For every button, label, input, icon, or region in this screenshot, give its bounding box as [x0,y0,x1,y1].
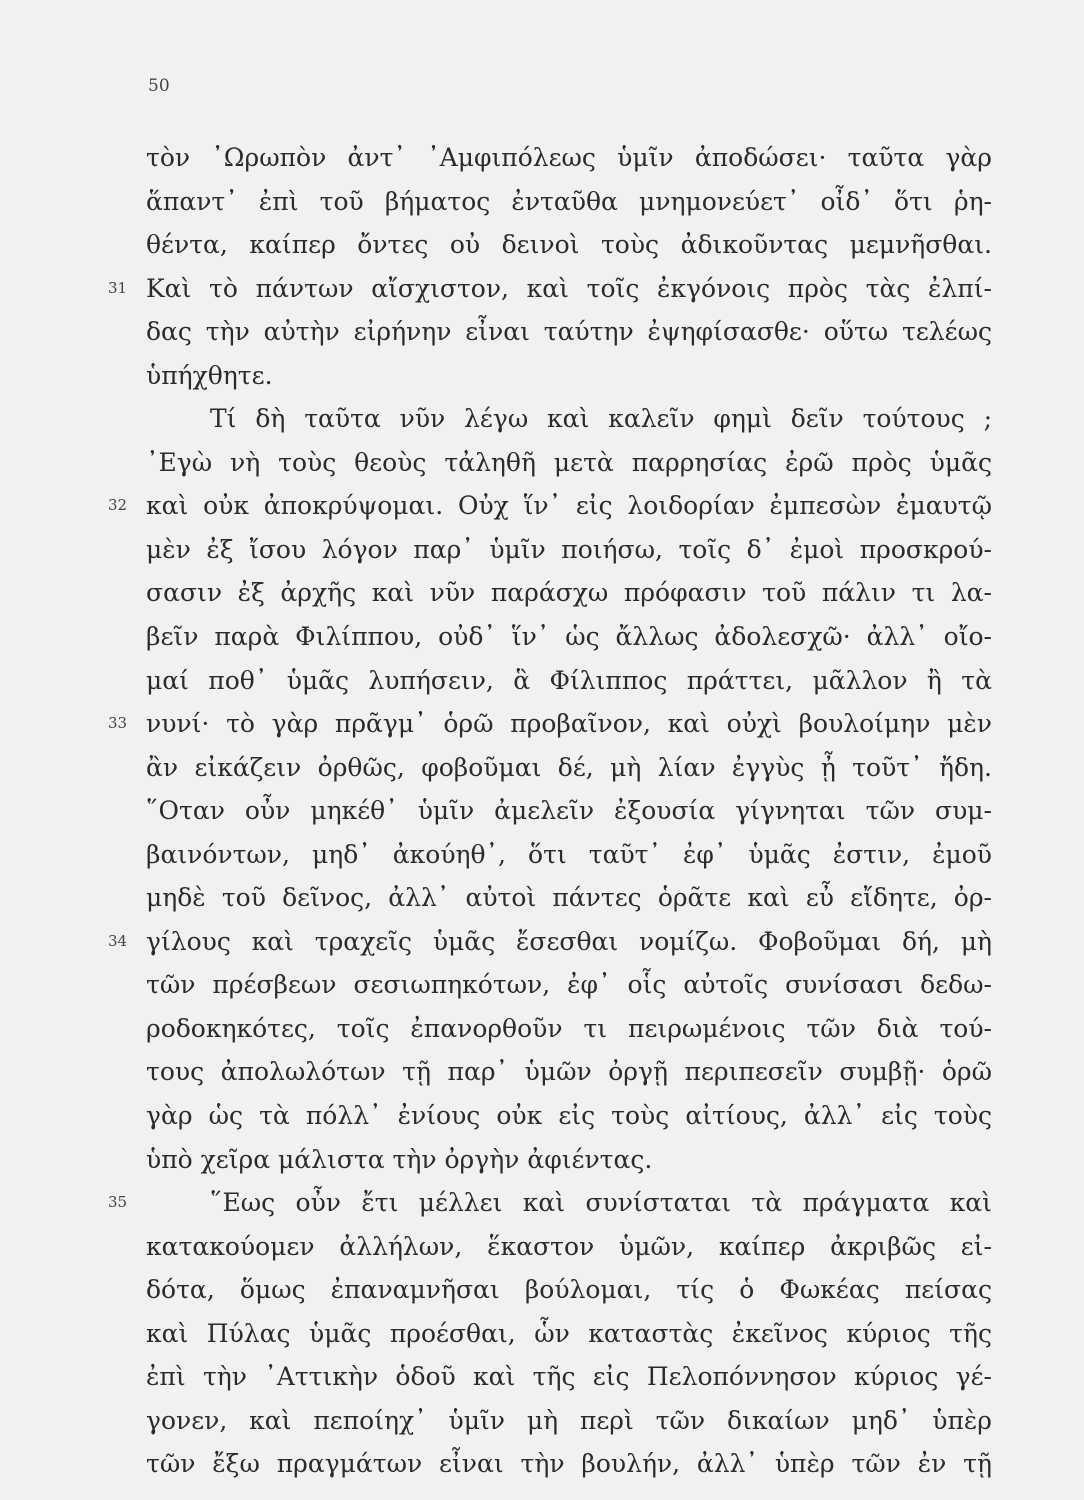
text-line [146,180,992,224]
text-line [146,833,992,877]
section-number: 34 [108,931,128,950]
line-text: τὸν ᾿Ωρωπὸν ἀντ᾿ ᾿Αμφιπόλεως ὑμῖν ἀποδώσει· ταῦτα γὰρ [146,143,992,172]
line-text: βαινόντων, μηδ᾿ ἀκούηθ᾿, ὅτι ταῦτ᾿ ἐφ᾿ ὑμᾶς ἐστιν, ἐμοῦ [146,839,992,869]
line-text: γίλους καὶ τραχεῖς ὑμᾶς ἔσεσθαι νομίζω. Φοβοῦμαι δή, μὴ [146,926,992,956]
text-line [146,1094,992,1138]
line-text: ἂν εἰκάζειν ὀρθῶς, φοβοῦμαι δέ, μὴ λίαν ἐγγὺς ᾖ τοῦτ᾿ ἤδη. [146,752,992,782]
text-line [146,1050,992,1094]
line-text: ἅπαντ᾿ ἐπὶ τοῦ βήματος ἐνταῦθα μνημονεύετ᾿ οἶδ᾿ ὅτι ῥη- [146,186,992,216]
line-text: μηδὲ τοῦ δεῖνος, ἀλλ᾿ αὐτοὶ πάντες ὁρᾶτε καὶ εὖ εἴδητε, ὀρ- [146,883,992,913]
text-line [146,571,992,615]
text-line [108,920,992,964]
line-text: ροδοκηκότες, τοῖς ἐπανορθοῦν τι πειρωμένοις τῶν διὰ τού- [146,1013,992,1043]
text-line [146,1007,992,1051]
line-text: σασιν ἐξ ἀρχῆς καὶ νῦν παράσχω πρόφασιν τοῦ πάλιν τι λα- [146,578,992,608]
line-text: τῶν ἔξω πραγμάτων εἶναι τὴν βουλήν, ἀλλ᾿ ὑπὲρ τῶν ἐν τῇ [146,1449,992,1479]
line-text: δότα, ὅμως ἐπαναμνῆσαι βούλομαι, τίς ὁ Φωκέας πείσας [146,1275,992,1305]
text-line [146,223,992,267]
line-text: ὑπὸ χεῖρα μάλιστα τὴν ὀργὴν ἀφιέντας. [146,1144,653,1174]
text-line [108,702,992,746]
text-line [146,963,992,1007]
text-line [146,310,992,354]
text-line [146,1225,992,1269]
line-text: βεῖν παρὰ Φιλίππου, οὐδ᾿ ἵν᾿ ὡς ἄλλως ἀδολεσχῶ· ἀλλ᾿ οἴο- [146,622,992,652]
text-line [146,1268,992,1312]
section-number: 35 [108,1193,128,1212]
text-line [146,528,992,572]
line-text: δας τὴν αὐτὴν εἰρήνην εἶναι ταύτην ἐψηφίσασθε· οὕτω τελέως [146,317,992,347]
text-line [108,267,992,311]
text-line [146,136,992,180]
line-text: ᾿Εγὼ νὴ τοὺς θεοὺς τἀληθῆ μετὰ παρρησίας ἐρῶ πρὸς ὑμᾶς [146,447,992,477]
text-line [146,659,992,703]
line-text: θέντα, καίπερ ὄντες οὐ δεινοὶ τοὺς ἀδικοῦντας μεμνῆσθαι. [146,230,992,260]
text-line [146,1138,992,1182]
body-text [108,136,992,1486]
line-text: Τί δὴ ταῦτα νῦν λέγω καὶ καλεῖν φημὶ δεῖν τούτους ; [210,404,992,434]
text-line [146,789,992,833]
text-line [108,1181,992,1225]
line-text: μαί ποθ᾿ ὑμᾶς λυπήσειν, ἃ Φίλιππος πράττει, μᾶλλον ἢ τὰ [146,665,992,695]
line-text: ῞Εως οὖν ἔτι μέλλει καὶ συνίσταται τὰ πράγματα καὶ [210,1188,992,1218]
page-number: 50 [148,76,170,96]
line-text: ῞Οταν οὖν μηκέθ᾿ ὑμῖν ἀμελεῖν ἐξουσία γίγνηται τῶν συμ- [146,796,992,826]
text-line [146,876,992,920]
line-text: καὶ Πύλας ὑμᾶς προέσθαι, ὧν καταστὰς ἐκεῖνος κύριος τῆς [146,1318,992,1348]
text-line [146,746,992,790]
text-line [146,354,992,398]
line-text: τους ἀπολωλότων τῇ παρ᾿ ὑμῶν ὀργῇ περιπεσεῖν συμβῇ· ὁρῶ [146,1057,992,1087]
section-number: 33 [108,714,128,733]
line-text: κατακούομεν ἀλλήλων, ἕκαστον ὑμῶν, καίπερ ἀκριβῶς εἰ- [146,1231,992,1261]
text-line [146,1312,992,1356]
line-text: γὰρ ὡς τὰ πόλλ᾿ ἐνίους οὐκ εἰς τοὺς αἰτίους, ἀλλ᾿ εἰς τοὺς [146,1101,992,1131]
text-line [146,441,992,485]
line-text: ἐπὶ τὴν ᾿Αττικὴν ὁδοῦ καὶ τῆς εἰς Πελοπόννησον κύριος γέ- [146,1362,992,1392]
line-text: γονεν, καὶ πεποίηχ᾿ ὑμῖν μὴ περὶ τῶν δικαίων μηδ᾿ ὑπὲρ [146,1405,992,1435]
text-line [146,1355,992,1399]
text-line [108,484,992,528]
line-text: μὲν ἐξ ἴσου λόγον παρ᾿ ὑμῖν ποιήσω, τοῖς δ᾿ ἐμοὶ προσκρού- [146,534,992,564]
text-line [146,615,992,659]
line-text: καὶ οὐκ ἀποκρύψομαι. Οὐχ ἵν᾿ εἰς λοιδορίαν ἐμπεσὼν ἐμαυτῷ [146,491,992,521]
text-line [146,1442,992,1486]
line-text: νυνί· τὸ γὰρ πρᾶγμ᾿ ὁρῶ προβαῖνον, καὶ οὐχὶ βουλοίμην μὲν [146,709,992,739]
text-line [146,397,992,441]
section-number: 32 [108,496,128,515]
line-text: τῶν πρέσβεων σεσιωπηκότων, ἐφ᾿ οἷς αὐτοῖς συνίσασι δεδω- [146,970,992,1000]
section-number: 31 [108,278,128,297]
line-text: ὑπήχθητε. [146,360,273,390]
line-text: Καὶ τὸ πάντων αἴσχιστον, καὶ τοῖς ἐκγόνοις πρὸς τὰς ἐλπί- [146,273,992,303]
text-line [146,1399,992,1443]
